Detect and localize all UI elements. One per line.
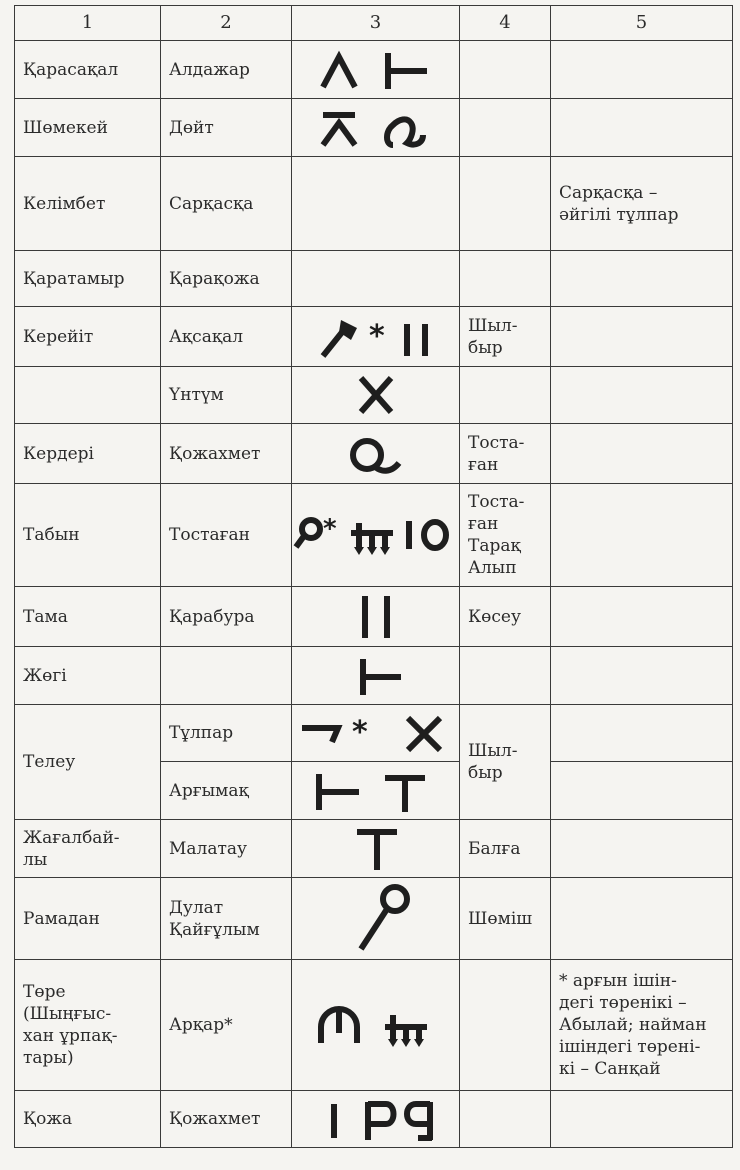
caret-bar-icon	[323, 115, 355, 145]
table-row	[15, 587, 733, 647]
clan-name: Керейіт	[15, 307, 161, 367]
clan-name: Рамадан	[15, 878, 161, 960]
subclan-name: Алдажар	[161, 41, 292, 99]
q-tail-icon	[407, 1102, 432, 1140]
table-row	[15, 820, 733, 878]
clan-name: Қожа	[15, 1091, 161, 1148]
note	[551, 424, 733, 484]
subclan-name: Арқар*	[161, 960, 292, 1091]
note	[551, 307, 733, 367]
ladle-icon	[361, 887, 407, 949]
tamga-cell	[292, 705, 460, 762]
t-up-icon	[357, 832, 397, 870]
table-row	[15, 307, 733, 367]
symbol-name	[460, 251, 551, 307]
note	[551, 367, 733, 424]
header-col-1: 1	[15, 6, 161, 41]
table-row	[15, 41, 733, 99]
omega-icon	[387, 119, 423, 145]
symbol-name: Тоста- ған Тарақ Алып	[460, 484, 551, 587]
p-icon	[368, 1102, 394, 1140]
table-row	[15, 878, 733, 960]
circle-icon	[424, 522, 446, 548]
note	[551, 820, 733, 878]
symbol-name	[460, 367, 551, 424]
note: * арғын ішін- дегі төренікі – Абылай; найман ішіндегі төрені- кі – Санқай	[551, 960, 733, 1091]
clan-name: Шөмекей	[15, 99, 161, 157]
note	[551, 99, 733, 157]
table-row	[15, 647, 733, 705]
tamga-cell	[292, 367, 460, 424]
clan-name: Табын	[15, 484, 161, 587]
symbol-name: Тоста- ған	[460, 424, 551, 484]
note	[551, 705, 733, 762]
symbol-name	[460, 1091, 551, 1148]
subclan-name: Қожахмет	[161, 424, 292, 484]
header-col-5: 5	[551, 6, 733, 41]
ladle-icon	[296, 520, 320, 547]
subclan-name: Сарқасқа	[161, 157, 292, 251]
clan-name: Келімбет	[15, 157, 161, 251]
clan-name: Телеу	[15, 705, 161, 820]
symbol-name	[460, 41, 551, 99]
header-col-4: 4	[460, 6, 551, 41]
t-left-icon	[363, 659, 401, 695]
tamga-cell	[292, 251, 460, 307]
subclan-name: Үнтүм	[161, 367, 292, 424]
note	[551, 587, 733, 647]
x-cross-icon	[408, 718, 440, 750]
subclan-name: Малатау	[161, 820, 292, 878]
clan-name: Төре (Шыңғыс- хан ұрпақ- тары)	[15, 960, 161, 1091]
q-loop-icon	[353, 441, 399, 471]
subclan-name: Тостаған	[161, 484, 292, 587]
subclan-name: Қожахмет	[161, 1091, 292, 1148]
subclan-name: Қарабура	[161, 587, 292, 647]
tamga-cell	[292, 424, 460, 484]
comb-arrows-icon	[385, 1015, 427, 1047]
symbol-name	[460, 157, 551, 251]
table-row	[15, 424, 733, 484]
subclan-name: Дулат Қайғұлым	[161, 878, 292, 960]
header-col-3: 3	[292, 6, 460, 41]
subclan-name: Ақсақал	[161, 307, 292, 367]
subclan-name: Дөйт	[161, 99, 292, 157]
hook-line-icon	[302, 728, 338, 742]
clan-name: Қарасақал	[15, 41, 161, 99]
note	[551, 484, 733, 587]
double-bar-icon	[365, 596, 387, 638]
tamga-cell	[292, 960, 460, 1091]
t-up-icon	[385, 778, 425, 812]
asterisk-icon: *	[351, 715, 368, 750]
tamga-cell	[292, 307, 460, 367]
symbol-name: Балға	[460, 820, 551, 878]
tamga-cell	[292, 820, 460, 878]
subclan-name: Қарақожа	[161, 251, 292, 307]
symbol-name	[460, 960, 551, 1091]
tamga-cell	[292, 762, 460, 820]
comb-arrows-icon	[351, 523, 393, 555]
double-bar-icon	[407, 324, 425, 356]
table-row	[15, 99, 733, 157]
caret-icon	[323, 57, 355, 87]
symbol-name: Шөміш	[460, 878, 551, 960]
symbol-name: Шыл- быр	[460, 307, 551, 367]
tamga-table	[14, 5, 733, 1148]
table-row	[15, 251, 733, 307]
note	[551, 762, 733, 820]
clan-name: Жөгі	[15, 647, 161, 705]
note	[551, 1091, 733, 1148]
x-cross-icon	[361, 378, 391, 412]
symbol-name	[460, 647, 551, 705]
t-left-icon	[388, 53, 427, 89]
table-row	[15, 367, 733, 424]
tamga-cell	[292, 99, 460, 157]
table-row	[15, 484, 733, 587]
tamga-cell	[292, 484, 460, 587]
clan-name: Кердері	[15, 424, 161, 484]
clan-name: Қаратамыр	[15, 251, 161, 307]
asterisk-icon: *	[322, 514, 337, 544]
table-row	[15, 960, 733, 1091]
tamga-cell	[292, 647, 460, 705]
hammer-icon	[323, 320, 357, 356]
t-left-icon	[319, 774, 359, 810]
subclan-name: Арғымақ	[161, 762, 292, 820]
symbol-name: Шыл- быр	[460, 705, 551, 820]
tamga-cell	[292, 157, 460, 251]
table-row	[15, 1091, 733, 1148]
clan-name	[15, 367, 161, 424]
clan-name: Жағалбай- лы	[15, 820, 161, 878]
note	[551, 41, 733, 99]
asterisk-icon: *	[368, 318, 385, 354]
header-row	[15, 6, 733, 41]
table-row	[15, 705, 733, 762]
table-row	[15, 157, 733, 251]
tamga-cell	[292, 878, 460, 960]
symbol-name	[460, 99, 551, 157]
note	[551, 647, 733, 705]
subclan-name	[161, 647, 292, 705]
note	[551, 878, 733, 960]
arch-bar-icon	[321, 1009, 357, 1043]
subclan-name: Тұлпар	[161, 705, 292, 762]
tamga-cell	[292, 1091, 460, 1148]
symbol-name: Көсеу	[460, 587, 551, 647]
tamga-cell	[292, 41, 460, 99]
note	[551, 251, 733, 307]
note: Сарқасқа – әйгілі тұлпар	[551, 157, 733, 251]
tamga-cell	[292, 587, 460, 647]
header-col-2: 2	[161, 6, 292, 41]
clan-name: Тама	[15, 587, 161, 647]
